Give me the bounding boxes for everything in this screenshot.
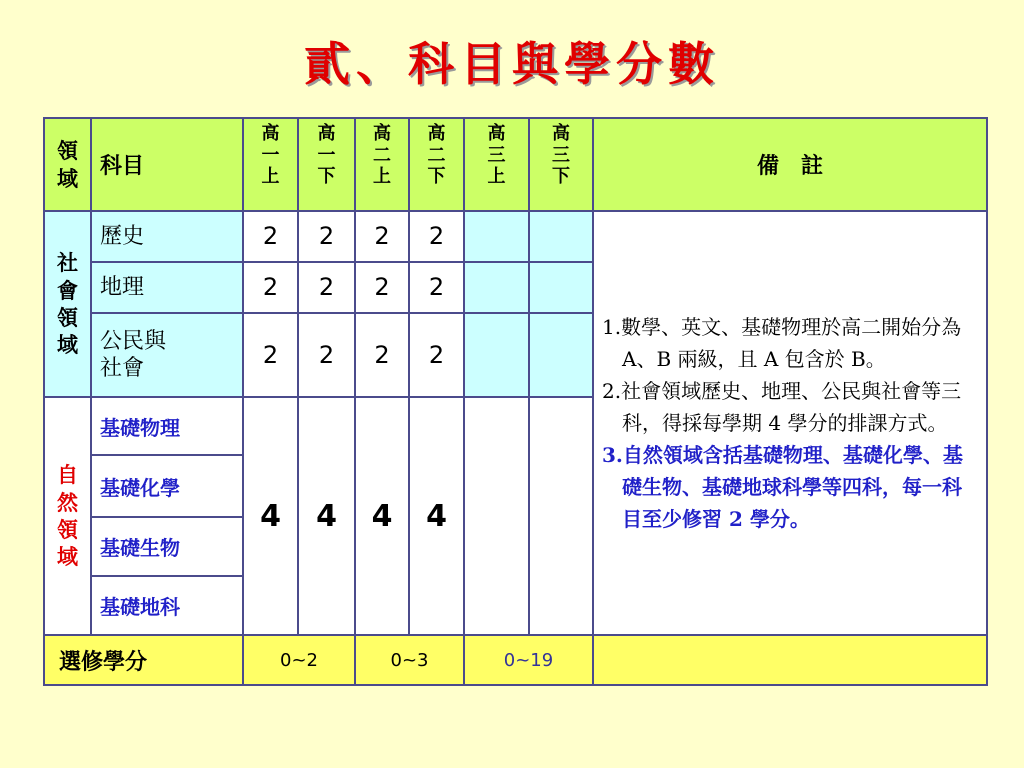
- empty-cell: [464, 211, 529, 262]
- credit-cell: 2: [243, 262, 298, 313]
- grade-header-5: 高 三 上: [464, 118, 529, 211]
- credit-cell: 4: [243, 397, 298, 635]
- empty-cell: [529, 211, 593, 262]
- electives-label: 選修學分: [44, 635, 243, 685]
- empty-cell: [529, 313, 593, 397]
- subject-biology: 基礎生物: [91, 517, 243, 576]
- empty-cell: [529, 397, 593, 635]
- remarks-notes: [593, 211, 987, 635]
- credit-cell: 2: [355, 262, 409, 313]
- credit-cell: 2: [243, 313, 298, 397]
- elective-range: 0~2: [243, 635, 355, 685]
- header-row: [44, 118, 987, 211]
- empty-cell: [529, 262, 593, 313]
- subject-chemistry: 基礎化學: [91, 455, 243, 517]
- subject-geography: 地理: [91, 262, 243, 313]
- credit-cell: 2: [298, 313, 355, 397]
- subject-history: 歷史: [91, 211, 243, 262]
- subject-header: 科目: [91, 118, 243, 211]
- grade-header-6: 高 三 下: [529, 118, 593, 211]
- note-1: 1.數學、英文、基礎物理於高二開始分為 A、B 兩級，且 A 包含於 B。: [602, 315, 962, 371]
- social-domain-label: 社 會 領 域: [44, 211, 91, 397]
- note-3: 3.自然領域含括基礎物理、基礎化學、基礎生物、基礎地球科學等四科，每一科目至少修習 2 學分。: [602, 443, 963, 531]
- empty-cell: [464, 262, 529, 313]
- credit-cell: 2: [409, 262, 464, 313]
- credit-cell: 4: [298, 397, 355, 635]
- grade-header-1: 高 一 上: [243, 118, 298, 211]
- grade-header-2: 高 一 下: [298, 118, 355, 211]
- grade-header-3: 高 二 上: [355, 118, 409, 211]
- electives-row: [44, 635, 987, 685]
- page-title: 貳、科目與學分數: [304, 37, 720, 91]
- credit-cell: 2: [355, 313, 409, 397]
- credit-cell: 2: [298, 262, 355, 313]
- elective-range: 0~19: [464, 635, 593, 685]
- note-2: 2.社會領域歷史、地理、公民與社會等三科，得採每學期 4 學分的排課方式。: [602, 379, 962, 435]
- credit-cell: 2: [409, 313, 464, 397]
- credit-cell: 4: [409, 397, 464, 635]
- subject-physics: 基礎物理: [91, 397, 243, 455]
- table-row: [44, 211, 987, 262]
- credit-cell: 4: [355, 397, 409, 635]
- elective-range: 0~3: [355, 635, 464, 685]
- empty-cell: [464, 397, 529, 635]
- empty-cell: [464, 313, 529, 397]
- nature-domain-label: 自 然 領 域: [44, 397, 91, 635]
- credit-cell: 2: [243, 211, 298, 262]
- empty-cell: [593, 635, 987, 685]
- remarks-header: 備 註: [593, 118, 987, 211]
- subject-earth-science: 基礎地科: [91, 576, 243, 635]
- subject-civics: 公民與 社會: [91, 313, 243, 397]
- grade-header-4: 高 二 下: [409, 118, 464, 211]
- credit-cell: 2: [355, 211, 409, 262]
- credits-table: [43, 117, 988, 686]
- domain-header: 領 域: [44, 118, 91, 211]
- credit-cell: 2: [409, 211, 464, 262]
- credit-cell: 2: [298, 211, 355, 262]
